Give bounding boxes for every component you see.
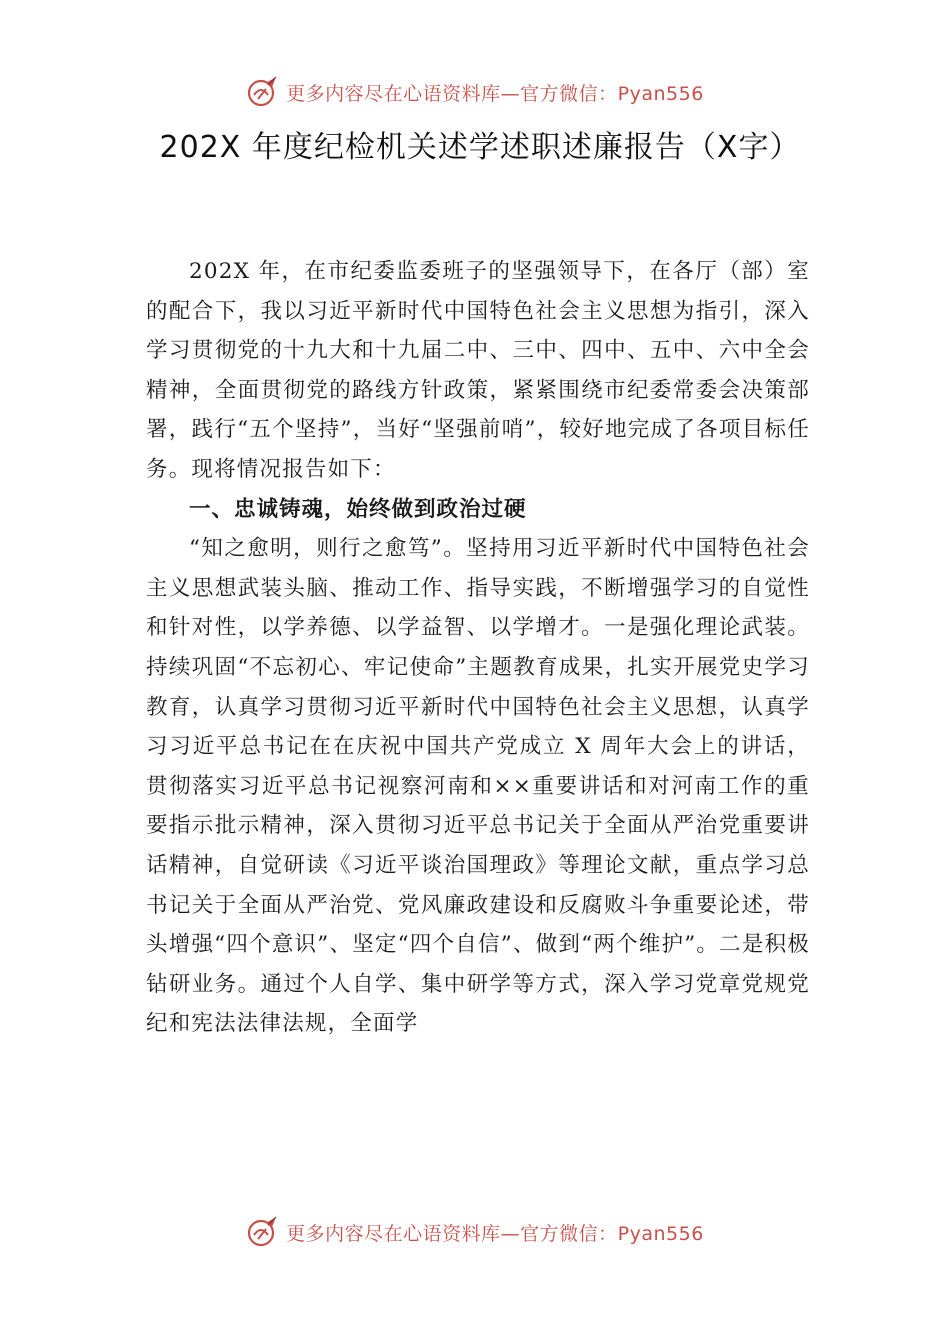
section-paragraph: “知之愈明，则行之愈笃”。坚持用习近平新时代中国特色社会主义思想武装头脑、推动工作、指导实践，不断增强学习的自觉性和针对性，以学养德、以学益智、以学增才。一是强化理论武装。持续巩固“不忘初心、牢记使命”主题教育成果，扎实开展党史学习教育，认真学习贯彻习近平新时代中国特色社会主义思想，认真学习习近平总书记在在庆祝中国共产党成立 X 周年大会上的讲话，贯彻落实习近平总书记视察河南和××重要讲话和对河南工作的重要指示批示精神，深入贯彻习近平总书记关于全面从严治党重要讲话精神，自觉研读《习近平谈治国理政》等理论文献，重点学习总书记关于全面从严治党、党风廉政建设和反腐败斗争重要论述，带头增强“四个意识”、坚定“四个自信”、做到“两个维护”。二是积极钻研业务。通过个人自学、集中研学等方式，深入学习党章党规党纪和宪法法律法规，全面学 xyxy=(146,536,810,1037)
watermark-footer xyxy=(0,1212,950,1252)
watermark-text: 更多内容尽在心语资料库—官方微信：Pyan556 xyxy=(286,1222,704,1245)
intro-paragraph: 202X 年，在市纪委监委班子的坚强领导下，在各厅（部）室的配合下，我以习近平新时代中国特色社会主义思想为指引，深入学习贯彻党的十九大和十九届二中、三中、四中、五中、六中全会精神，全面贯彻党的路线方针政策，紧紧围绕市纪委常委会决策部署，践行“五个坚持”，当好“坚强前哨”，较好地完成了各项目标任务。现将情况报告如下： xyxy=(146,259,810,482)
brand-logo-icon xyxy=(246,1215,280,1249)
section-heading: 一、忠诚铸魂，始终做到政治过硬 xyxy=(189,496,527,522)
document-title: 202X 年度纪检机关述学述职述廉报告（X字） xyxy=(159,130,801,165)
watermark-text: 更多内容尽在心语资料库—官方微信：Pyan556 xyxy=(286,82,704,105)
watermark-header xyxy=(0,72,950,112)
document-body xyxy=(146,252,810,1044)
brand-logo-icon xyxy=(246,75,280,109)
